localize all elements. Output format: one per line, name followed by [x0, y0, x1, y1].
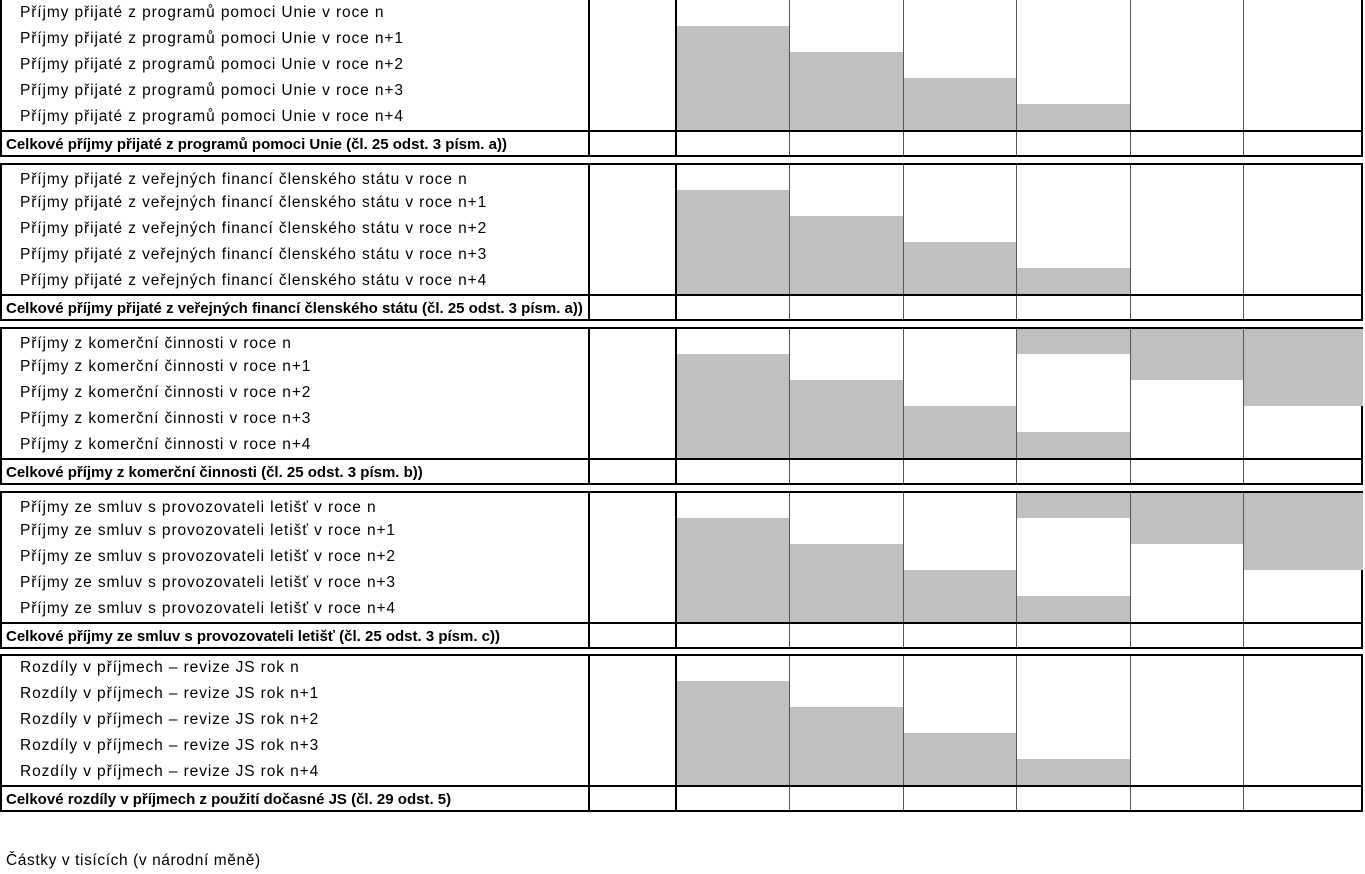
row-label: Rozdíly v příjmech – revize JS rok n+3	[20, 737, 320, 754]
shaded-cell	[904, 733, 1016, 785]
shaded-cell	[904, 406, 1016, 458]
row-label: Příjmy přijaté z veřejných financí členského státu v roce n	[20, 171, 468, 188]
shaded-cell	[1017, 596, 1130, 622]
shaded-cell	[1017, 493, 1130, 518]
shaded-cell	[904, 78, 1016, 130]
row-label: Příjmy ze smluv s provozovateli letišť v roce n+2	[20, 548, 396, 565]
section-state-finances	[0, 163, 1363, 321]
row-label: Příjmy přijaté z programů pomoci Unie v roce n	[20, 4, 385, 21]
total-label: Celkové příjmy přijaté z programů pomoci Unie (čl. 25 odst. 3 písm. a))	[6, 136, 507, 153]
section-airport-contracts	[0, 491, 1363, 649]
shaded-cell	[904, 570, 1016, 622]
row-label: Příjmy ze smluv s provozovateli letišť v roce n	[20, 499, 377, 516]
total-label: Celkové rozdíly v příjmech z použití dočasné JS (čl. 29 odst. 5)	[6, 791, 452, 808]
row-label: Příjmy ze smluv s provozovateli letišť v roce n+4	[20, 600, 396, 617]
row-label: Příjmy z komerční činnosti v roce n+4	[20, 436, 312, 453]
shaded-cell	[904, 242, 1016, 294]
shaded-cell	[790, 380, 903, 458]
shaded-cell	[790, 707, 903, 785]
shaded-cell	[790, 544, 903, 622]
shaded-cell	[1244, 493, 1363, 570]
row-label: Rozdíly v příjmech – revize JS rok n+2	[20, 711, 320, 728]
total-label: Celkové příjmy ze smluv s provozovateli letišť (čl. 25 odst. 3 písm. c))	[6, 628, 501, 645]
shaded-cell	[790, 216, 903, 294]
row-label: Příjmy přijaté z programů pomoci Unie v roce n+1	[20, 30, 404, 47]
section-revenue-differences	[0, 654, 1363, 812]
shaded-cell	[1017, 104, 1130, 130]
row-label: Příjmy přijaté z programů pomoci Unie v roce n+4	[20, 108, 404, 125]
shaded-cell	[1131, 329, 1243, 380]
section-commercial	[0, 327, 1363, 485]
row-label: Příjmy přijaté z veřejných financí členského státu v roce n+4	[20, 272, 488, 289]
shaded-cell	[1017, 268, 1130, 294]
section-eu-aid	[0, 0, 1363, 157]
shaded-cell	[790, 52, 903, 130]
row-label: Rozdíly v příjmech – revize JS rok n+1	[20, 685, 320, 702]
row-label: Příjmy přijaté z veřejných financí členského státu v roce n+1	[20, 194, 488, 211]
total-label: Celkové příjmy přijaté z veřejných financí členského státu (čl. 25 odst. 3 písm. a))	[6, 300, 583, 317]
shaded-cell	[1131, 493, 1243, 544]
row-label: Rozdíly v příjmech – revize JS rok n+4	[20, 763, 320, 780]
shaded-cell	[677, 518, 789, 622]
row-label: Příjmy přijaté z programů pomoci Unie v roce n+3	[20, 82, 404, 99]
row-label: Příjmy přijaté z veřejných financí členského státu v roce n+3	[20, 246, 488, 263]
shaded-cell	[677, 190, 789, 294]
footnote: Částky v tisících (v národní měně)	[6, 852, 261, 869]
row-label: Příjmy z komerční činnosti v roce n+2	[20, 384, 312, 401]
total-label: Celkové příjmy z komerční činnosti (čl. 25 odst. 3 písm. b))	[6, 464, 423, 481]
shaded-cell	[677, 681, 789, 785]
shaded-cell	[1017, 759, 1130, 785]
shaded-cell	[677, 354, 789, 458]
row-label: Příjmy z komerční činnosti v roce n+1	[20, 358, 312, 375]
row-label: Příjmy z komerční činnosti v roce n+3	[20, 410, 312, 427]
shaded-cell	[1244, 329, 1363, 406]
shaded-cell	[1017, 432, 1130, 458]
row-label: Příjmy přijaté z programů pomoci Unie v roce n+2	[20, 56, 404, 73]
row-label: Rozdíly v příjmech – revize JS rok n	[20, 659, 300, 676]
row-label: Příjmy z komerční činnosti v roce n	[20, 335, 292, 352]
row-label: Příjmy ze smluv s provozovateli letišť v roce n+3	[20, 574, 396, 591]
shaded-cell	[677, 26, 789, 130]
row-label: Příjmy ze smluv s provozovateli letišť v roce n+1	[20, 522, 396, 539]
row-label: Příjmy přijaté z veřejných financí členského státu v roce n+2	[20, 220, 488, 237]
shaded-cell	[1017, 329, 1130, 354]
